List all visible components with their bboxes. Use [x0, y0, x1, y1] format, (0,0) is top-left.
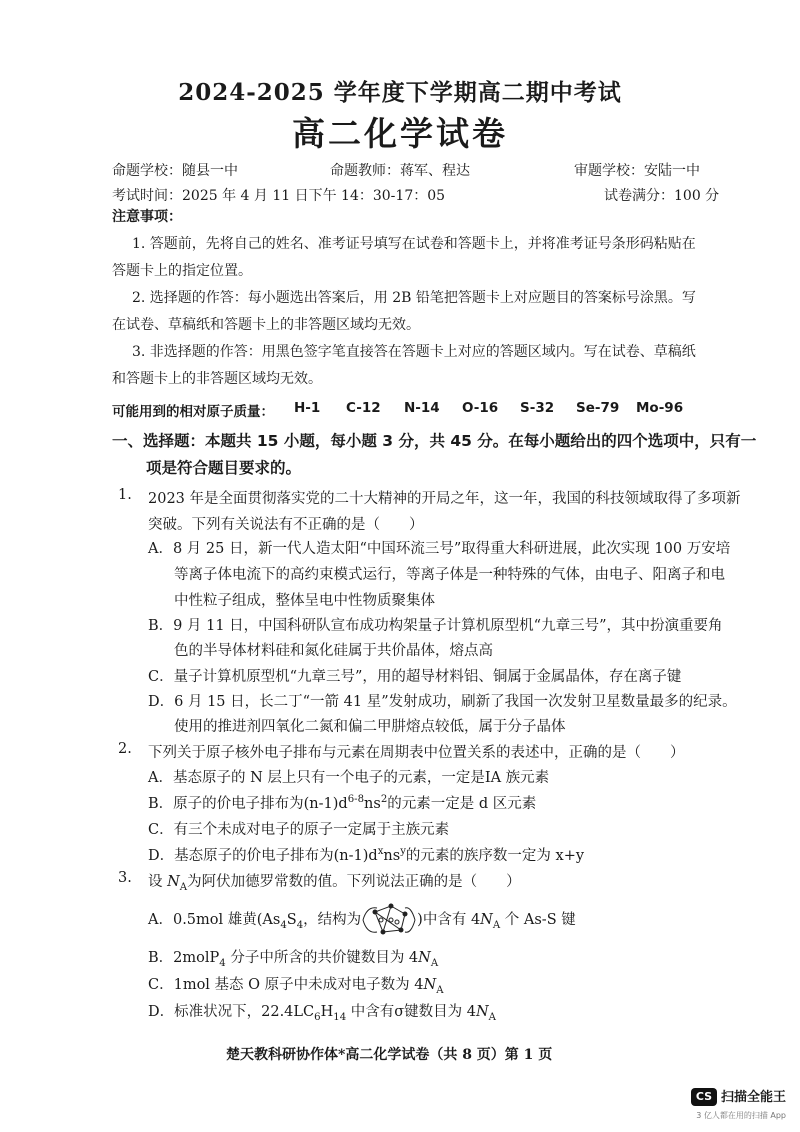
- q2-option-c: C．有三个未成对电子的原子一定属于主族元素: [148, 822, 450, 838]
- q3-option-a: A．0.5mol 雄黄($As_4S_4$，结构为 )中含有 $4N_A$ 个 As-S 键: [148, 902, 576, 938]
- atomic-mass-item: S-32: [520, 400, 555, 416]
- notice-item-2-line1: 2. 选择题的作答：每小题选出答案后，用 2B 铅笔把答题卡上对应题目的答案标号涂黑。写: [132, 290, 696, 306]
- q1-option-b-line2: 色的半导体材料硅和氮化硅属于共价晶体，熔点高: [174, 643, 493, 659]
- realgar-structure-diagram: [361, 902, 417, 938]
- section-heading-line2: 项是符合题目要求的。: [146, 459, 302, 477]
- review-school: 审题学校：安陆一中: [574, 163, 700, 179]
- setting-school: 命题学校：随县一中: [112, 163, 238, 179]
- q1-option-a-line1: A．8 月 25 日，新一代人造太阳“中国环流三号”取得重大科研进展，此次实现 100 万安培: [148, 541, 731, 557]
- setting-teachers: 命题教师：蒋军、程达: [330, 163, 470, 179]
- atomic-mass-item: Mo-96: [636, 400, 684, 416]
- q2-stem: 下列关于原子核外电子排布与元素在周期表中位置关系的表述中，正确的是（ ）: [148, 745, 685, 761]
- atomic-mass-item: Se-79: [576, 400, 620, 416]
- full-score: 试卷满分：100 分: [604, 188, 720, 204]
- watermark-text: 扫描全能王: [720, 1090, 786, 1105]
- question-number: 2.: [118, 741, 132, 757]
- q1-option-b-line1: B．9 月 11 日，中国科研队宣布成功构架量子计算机原型机“九章三号”，其中扮演重要角: [148, 618, 723, 634]
- q1-option-a-line3: 中性粒子组成，整体呈电中性物质聚集体: [174, 593, 435, 609]
- atomic-mass-item: N-14: [404, 400, 440, 416]
- q1-option-c: C．量子计算机原型机“九章三号”，用的超导材料铝、铜属于金属晶体，存在离子键: [148, 669, 682, 685]
- notice-item-1-line1: 1. 答题前，先将自己的姓名、准考证号填写在试卷和答题卡上，并将准考证号条形码粘贴在: [132, 236, 696, 252]
- notice-item-3-line1: 3. 非选择题的作答：用黑色签字笔直接答在答题卡上对应的答题区域内。写在试卷、草稿纸: [132, 344, 696, 360]
- camscanner-logo-icon: CS: [691, 1088, 717, 1106]
- q2-option-b: B．原子的价电子排布为$(n-1)d^{6-8}ns^2$的元素一定是 d 区元素: [148, 794, 537, 812]
- question-number: 1.: [118, 487, 132, 503]
- q3-option-c: C．1mol 基态 O 原子中未成对电子数为 $4N_A$: [148, 977, 444, 996]
- exam-title: 2024-2025 学年度下学期高二期中考试: [178, 79, 622, 106]
- notice-item-1-line2: 答题卡上的指定位置。: [112, 263, 252, 279]
- q1-option-d-line2: 使用的推进剂四氧化二氮和偏二甲肼熔点较低，属于分子晶体: [174, 719, 566, 735]
- q3-option-d: D．标准状况下，$22.4LC_6H_{14}$ 中含有σ键数目为 $4N_A$: [148, 1004, 496, 1023]
- atomic-mass-item: H-1: [294, 400, 321, 416]
- atomic-mass-item: O-16: [462, 400, 499, 416]
- q2-option-d: D．基态原子的价电子排布为$(n-1)d^xns^y$的元素的族序数一定为 x+y: [148, 846, 585, 864]
- exam-time: 考试时间：2025 年 4 月 11 日下午 14：30-17：05: [112, 188, 446, 204]
- q2-option-a: A．基态原子的 N 层上只有一个电子的元素，一定是ⅠA 族元素: [148, 770, 550, 786]
- q1-option-d-line1: D．6 月 15 日，长二丁“一箭 41 星”发射成功，刷新了我国一次发射卫星数量最多的纪录。: [148, 694, 737, 710]
- atomic-mass-item: C-12: [346, 400, 381, 416]
- question-number: 3.: [118, 870, 132, 886]
- section-heading-line1: 一、选择题：本题共 15 小题，每小题 3 分，共 45 分。在每小题给出的四个选项中，只有一: [112, 432, 757, 450]
- page-footer: 楚天教科研协作体*高二化学试卷（共 8 页）第 1 页: [226, 1047, 553, 1063]
- q1-stem-line2: 突破。下列有关说法有不正确的是（ ）: [148, 517, 424, 533]
- q3-option-b: B．2molP$_4$ 分子中所含的共价键数目为 $4N_A$: [148, 950, 439, 969]
- scanner-watermark: [691, 1085, 786, 1106]
- q3-stem: 设 $N_A$为阿伏加德罗常数的值。下列说法正确的是（ ）: [148, 874, 521, 893]
- atomic-masses-label: 可能用到的相对原子质量：: [112, 404, 274, 420]
- watermark-subtext: 3 亿人都在用的扫描 App: [696, 1111, 786, 1120]
- q1-option-a-line2: 等离子体电流下的高约束模式运行，等离子体是一种特殊的气体，由电子、阳离子和电: [174, 567, 725, 583]
- notice-item-3-line2: 和答题卡上的非答题区域均无效。: [112, 371, 322, 387]
- notice-heading: 注意事项：: [112, 209, 182, 225]
- paper-title: 高二化学试卷: [292, 114, 508, 153]
- notice-item-2-line2: 在试卷、草稿纸和答题卡上的非答题区域均无效。: [112, 317, 420, 333]
- q1-stem-line1: 2023 年是全面贯彻落实党的二十大精神的开局之年，这一年，我国的科技领域取得了多项新: [148, 491, 741, 507]
